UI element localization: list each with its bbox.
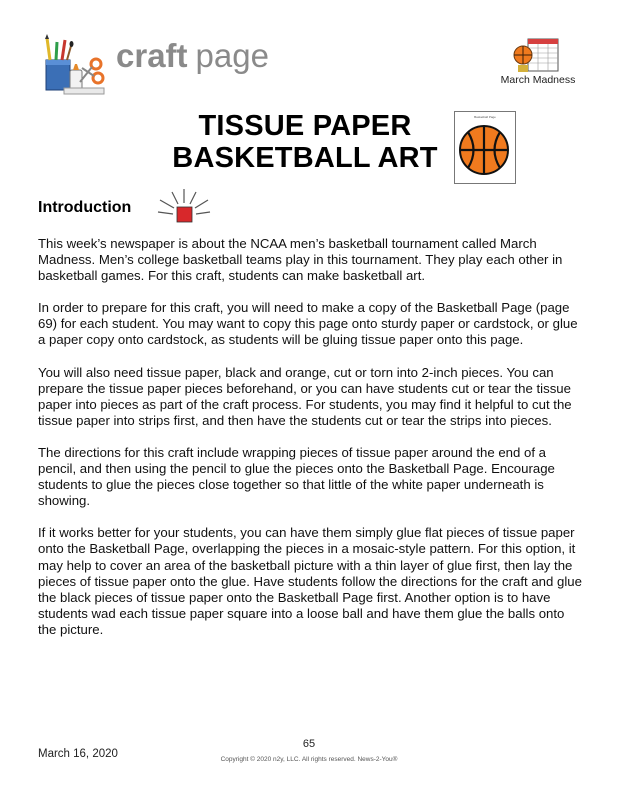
page-number: 65 [302,738,316,750]
paragraph: The directions for this craft include wrapping pieces of tissue paper around the end of a pencil, and then using the pencil to glue the pieces onto the Basketball Page. Encourage students to glue the pieces close together so that little of the white paper underneath is showing. [38,444,555,509]
paragraph: In order to prepare for this craft, you will need to make a copy of the Basketball Page (page 69) for each student. You may want to copy this page onto sturdy paper or cardstock, or glue a paper copy onto cardstock, as students will be gluing tissue paper onto this page. [38,300,578,348]
basketball-icon [455,112,515,183]
brand-light-text: page [195,37,269,74]
burst-icon [156,186,212,226]
title-line-1: TISSUE PAPER [198,110,412,142]
paragraph: If it works better for your students, you can have them simply glue flat pieces of tissue paper onto the Basketball Page, overlapping the pieces in a mosaic-style pattern. For this option, it may help to cover an area of the basketball picture with a thin layer of glue first, then lay the pieces of tissue paper onto the glue. Have students follow the directions for the craft and glue the black pieces of tissue paper onto the Basketball Page first. Another option is to have students wad each tissue paper square into a loose ball and have them glue the balls onto the picture. [38,525,582,637]
brand-bold-text: craft [116,37,188,74]
copyright-notice: Copyright © 2020 n2y, LLC. All rights reserved. News-2-You® [220,756,398,763]
paragraph: This week’s newspaper is about the NCAA men’s basketball tournament called March Madness. Men’s college basketball teams play in this tournament. They play each other in basketball games. For this craft, students can make basketball art. [38,236,563,284]
footer-date: March 16, 2020 [38,748,118,760]
section-brand [116,36,269,76]
introduction-heading: Introduction [38,199,132,216]
thumbnail-caption: Basketball Page [474,115,496,119]
paragraph: You will also need tissue paper, black and orange, cut or torn into 2-inch pieces. You can prepare the tissue paper pieces beforehand, or you can have students cut or tear the tissue paper into pieces as part of the craft process. For students, you may find it helpful to cut the tissue paper into strips first, and then have the students cut or tear the strips into pieces. [38,364,572,428]
body-text [38,236,583,654]
basketball-bracket-icon [512,38,560,74]
theme-label: March Madness [500,74,576,86]
page-title [130,110,480,174]
title-line-2: BASKETBALL ART [172,142,438,174]
craft-supplies-icon [40,34,108,98]
basketball-page-thumbnail [454,111,516,184]
